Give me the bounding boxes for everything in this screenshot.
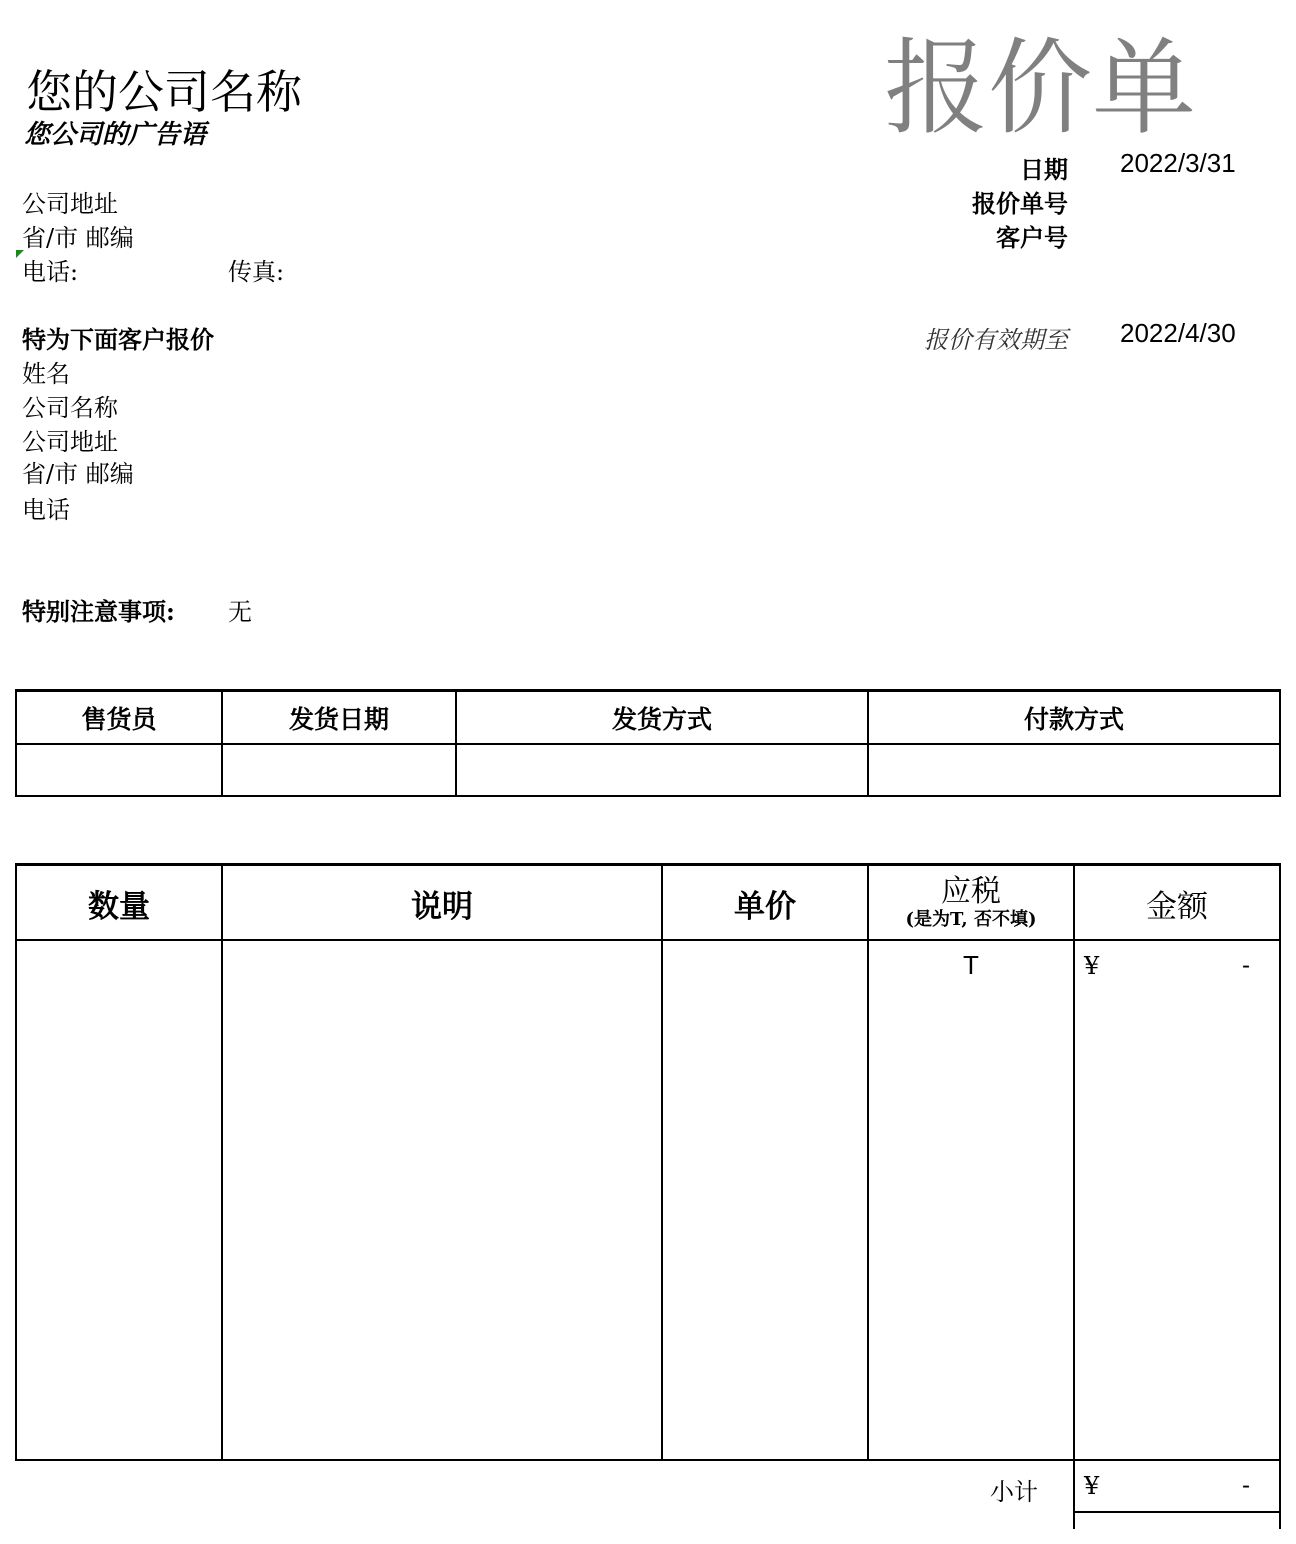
header-taxable [868,866,1074,940]
date-value: 2022/3/31 [1120,148,1236,178]
notes-value: 无 [228,598,252,626]
header-taxable-note: (是为T, 否不填) [905,909,1037,930]
customer-no-label: 客户号 [996,223,1068,252]
row-taxable: T [963,950,979,980]
row-currency: ¥ [1084,952,1100,980]
company-name: 您的公司名称 [26,65,302,119]
header-amount: 金额 [1146,888,1208,925]
valid-until-label: 报价有效期至 [924,326,1068,354]
row-amount: - [1242,952,1250,979]
header-description: 说明 [411,888,473,925]
date-label: 日期 [1020,155,1068,184]
header-unit-price: 单价 [734,888,796,925]
fax-label: 传真: [228,258,285,286]
subtotal-amount: - [1242,1472,1250,1499]
company-slogan: 您公司的广告语 [24,120,207,150]
header-salesperson: 售货员 [81,705,157,734]
company-province-zip: 省/市 邮编 [22,224,134,252]
header-ship-method: 发货方式 [611,705,712,734]
header-taxable-label: 应税 [941,874,1001,909]
customer-heading: 特为下面客户报价 [22,325,214,354]
customer-company: 公司名称 [22,394,118,422]
customer-name: 姓名 [22,360,70,388]
document-title: 报价单 [884,31,1197,147]
customer-province-zip: 省/市 邮编 [22,460,134,488]
header-payment-method: 付款方式 [1023,705,1124,734]
customer-phone: 电话 [22,496,70,524]
customer-address: 公司地址 [22,428,118,456]
phone-label: 电话: [22,258,79,286]
notes-label: 特别注意事项: [22,597,175,626]
valid-until-value: 2022/4/30 [1120,318,1236,348]
quote-no-label: 报价单号 [972,189,1068,218]
header-ship-date: 发货日期 [288,705,389,734]
company-address: 公司地址 [22,190,118,218]
subtotal-label: 小计 [990,1478,1038,1506]
subtotal-currency: ¥ [1084,1472,1100,1500]
header-quantity: 数量 [88,888,150,925]
